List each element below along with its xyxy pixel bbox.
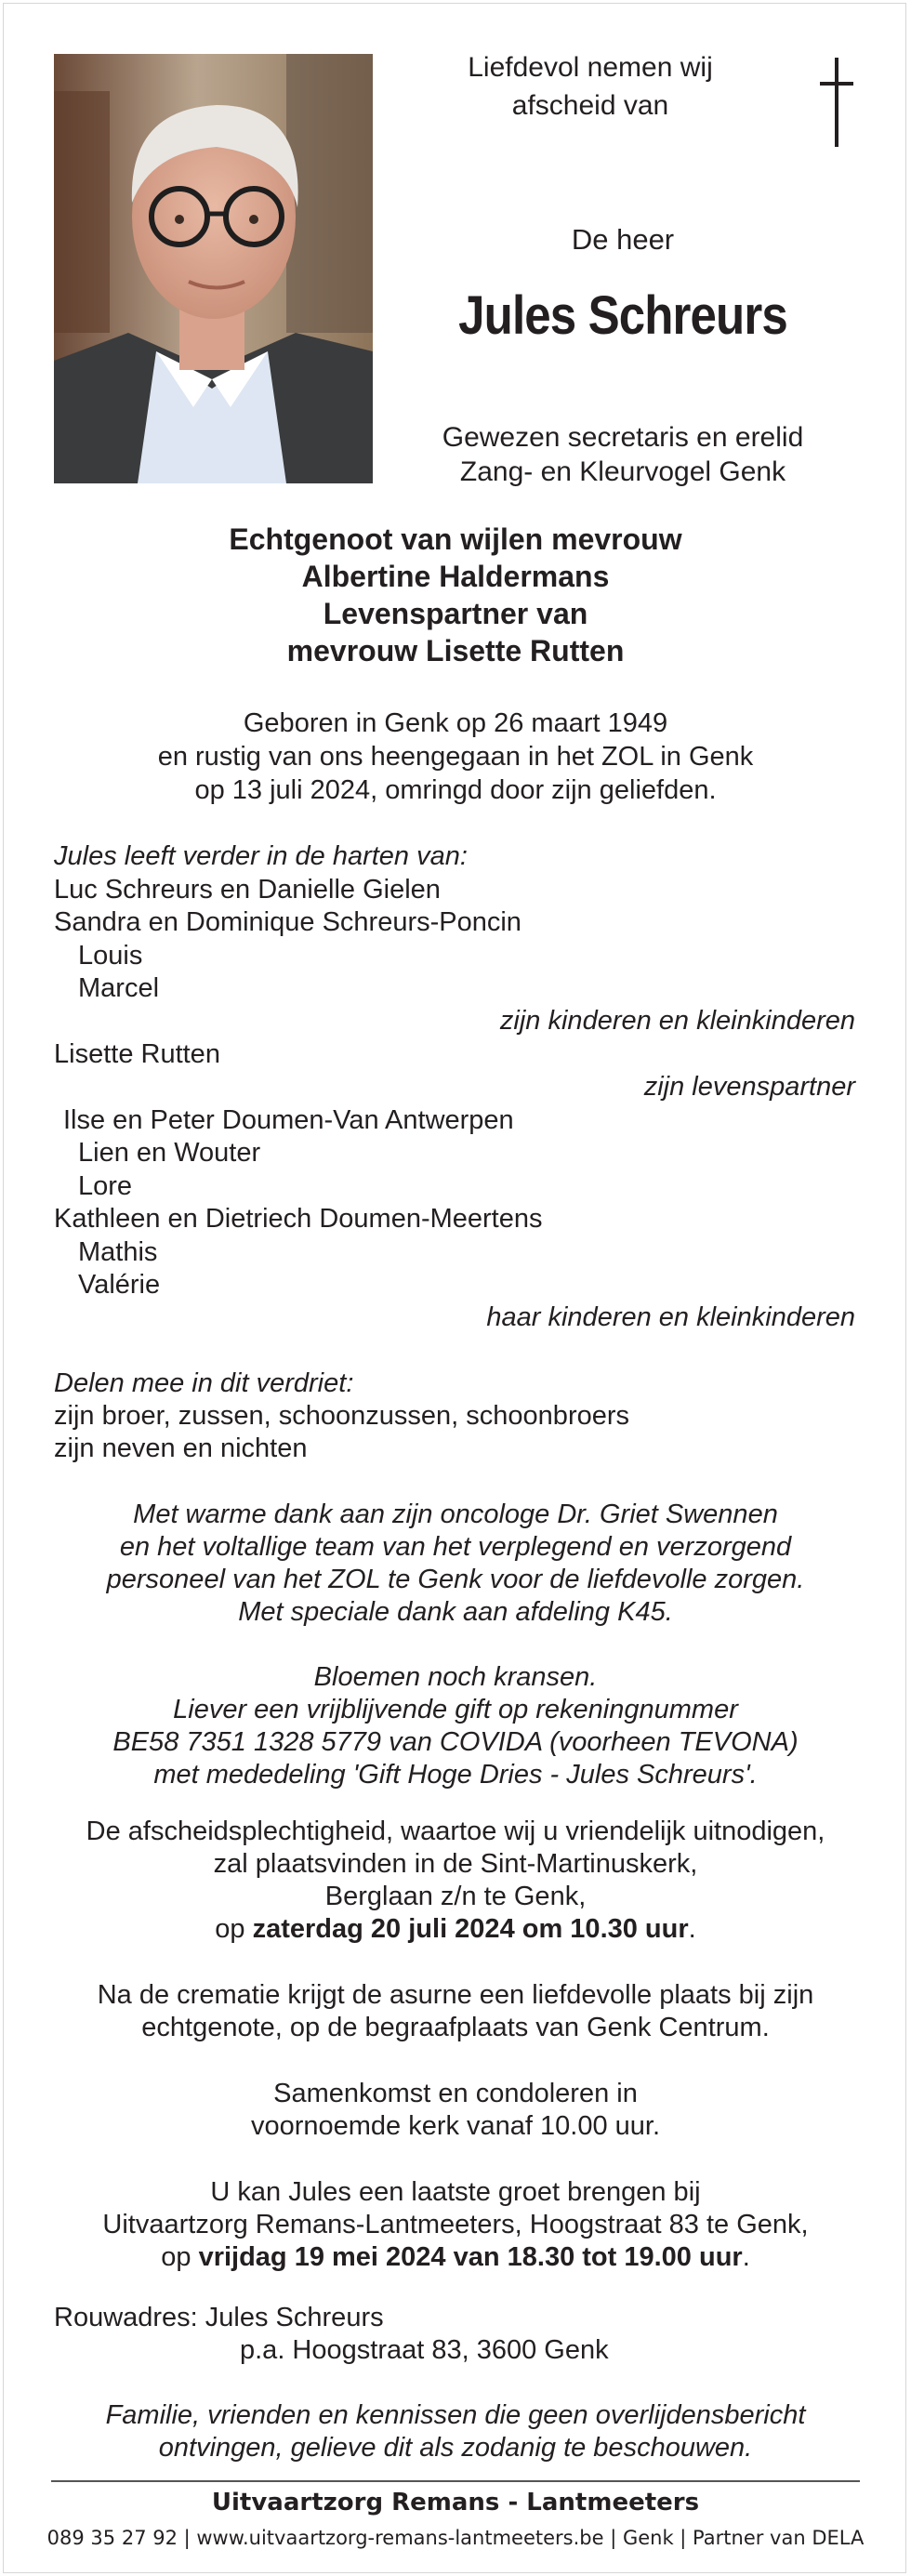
family-member: Sandra en Dominique Schreurs-Poncin [54,907,522,937]
intro-line: afscheid van [511,90,669,121]
visit-line: U kan Jules een laatste groet brengen bij [210,2177,701,2207]
flowers-line: BE58 7351 1328 5779 van COVIDA (voorheen TEVONA) [112,1727,799,1757]
flowers-line: Bloemen noch kransen. [313,1662,598,1692]
ceremony-suffix: . [688,1914,696,1944]
function-line: Zang- en Kleurvogel Genk [459,456,786,487]
function-text [409,420,837,489]
relation-line: Albertine Haldermans [301,560,610,593]
family-member: Ilse en Peter Doumen-Van Antwerpen [63,1105,514,1135]
family-role: zijn kinderen en kleinkinderen [499,1006,855,1036]
honorific: De heer [571,223,675,256]
flowers-line: met mededeling 'Gift Hoge Dries - Jules Schreurs'. [153,1760,758,1790]
ceremony-line: Berglaan z/n te Genk, [324,1882,587,1911]
ceremony-prefix: op [215,1914,253,1944]
gathering-line: Samenkomst en condoleren in [273,2079,638,2108]
closing-line: Familie, vrienden en kennissen die geen overlijdensbericht [105,2400,806,2430]
share-line: zijn neven en nichten [54,1433,308,1463]
visit-prefix: op [161,2242,199,2272]
visit-date: vrijdag 19 mei 2024 van 18.30 tot 19.00 uur [198,2242,743,2272]
function-line: Gewezen secretaris en erelid [442,422,804,453]
address-label: Rouwadres: Jules Schreurs [54,2303,384,2332]
visit-line: Uitvaartzorg Remans-Lantmeeters, Hoogstraat 83 te Genk, [102,2210,809,2239]
thanks-line: Met speciale dank aan afdeling K45. [238,1597,673,1627]
cremation-line: Na de crematie krijgt de asurne een liefdevolle plaats bij zijn [97,1980,814,2010]
share-line: zijn broer, zussen, schoonzussen, schoonbroers [54,1401,630,1431]
cross-icon [820,58,853,147]
ceremony-date: zaterdag 20 juli 2024 om 10.30 uur [252,1914,689,1944]
thanks-line: personeel van het ZOL te Genk voor de liefdevolle zorgen. [106,1565,805,1594]
address-line: p.a. Hoogstraat 83, 3600 Genk [240,2335,609,2365]
family-member: Luc Schreurs en Danielle Gielen [54,875,441,905]
relation-line: mevrouw Lisette Rutten [286,634,625,667]
ceremony-line: zal plaatsvinden in de Sint-Martinuskerk, [213,1849,698,1879]
birth-line: Geboren in Genk op 26 maart 1949 [243,708,668,738]
intro-text [437,48,744,125]
family-member: Kathleen en Dietriech Doumen-Meertens [54,1204,543,1234]
gathering-line: voornoemde kerk vanaf 10.00 uur. [250,2111,661,2141]
intro-line: Liefdevol nemen wij [468,52,713,83]
family-member: Lore [78,1171,133,1201]
birth-line: en rustig van ons heengegaan in het ZOL in Genk [157,742,754,772]
family-member: Lien en Wouter [78,1138,261,1168]
funeral-home-contact: 089 35 27 92 | www.uitvaartzorg-remans-lantmeeters.be | Genk | Partner van DELA [46,2527,865,2549]
family-member: Valérie [78,1270,161,1300]
family-member: Marcel [78,973,160,1003]
visit-suffix: . [742,2242,750,2272]
funeral-home-name: Uitvaartzorg Remans - Lantmeeters [211,2489,700,2517]
cremation-line: echtgenote, op de begraafplaats van Genk Centrum. [141,2013,770,2042]
family-member: Louis [78,941,143,971]
birth-line: op 13 juli 2024, omringd door zijn geliefden. [194,775,717,805]
thanks-line: en het voltallige team van het verplegend en verzorgend [119,1532,792,1562]
family-heading: Jules leeft verder in de harten van: [54,841,468,871]
family-role: haar kinderen en kleinkinderen [486,1302,855,1332]
ceremony-date-line [0,1912,911,1946]
footer-divider [51,2480,860,2482]
closing-line: ontvingen, gelieve dit als zodanig te beschouwen. [158,2433,753,2463]
thanks-line: Met warme dank aan zijn oncologe Dr. Griet Swennen [133,1499,778,1529]
share-heading: Delen mee in dit verdriet: [54,1368,354,1398]
family-member: Mathis [78,1237,158,1267]
flowers-line: Liever een vrijblijvende gift op rekeningnummer [173,1695,738,1724]
visit-date-line [0,2240,911,2274]
deceased-name: Jules Schreurs [458,285,787,346]
portrait-photo [54,54,373,483]
relation-line: Levenspartner van [323,597,588,630]
family-role: zijn levenspartner [643,1072,855,1102]
relation-line: Echtgenoot van wijlen mevrouw [229,522,682,556]
ceremony-line: De afscheidsplechtigheid, waartoe wij u vriendelijk uitnodigen, [86,1816,825,1846]
family-member: Lisette Rutten [54,1039,220,1069]
